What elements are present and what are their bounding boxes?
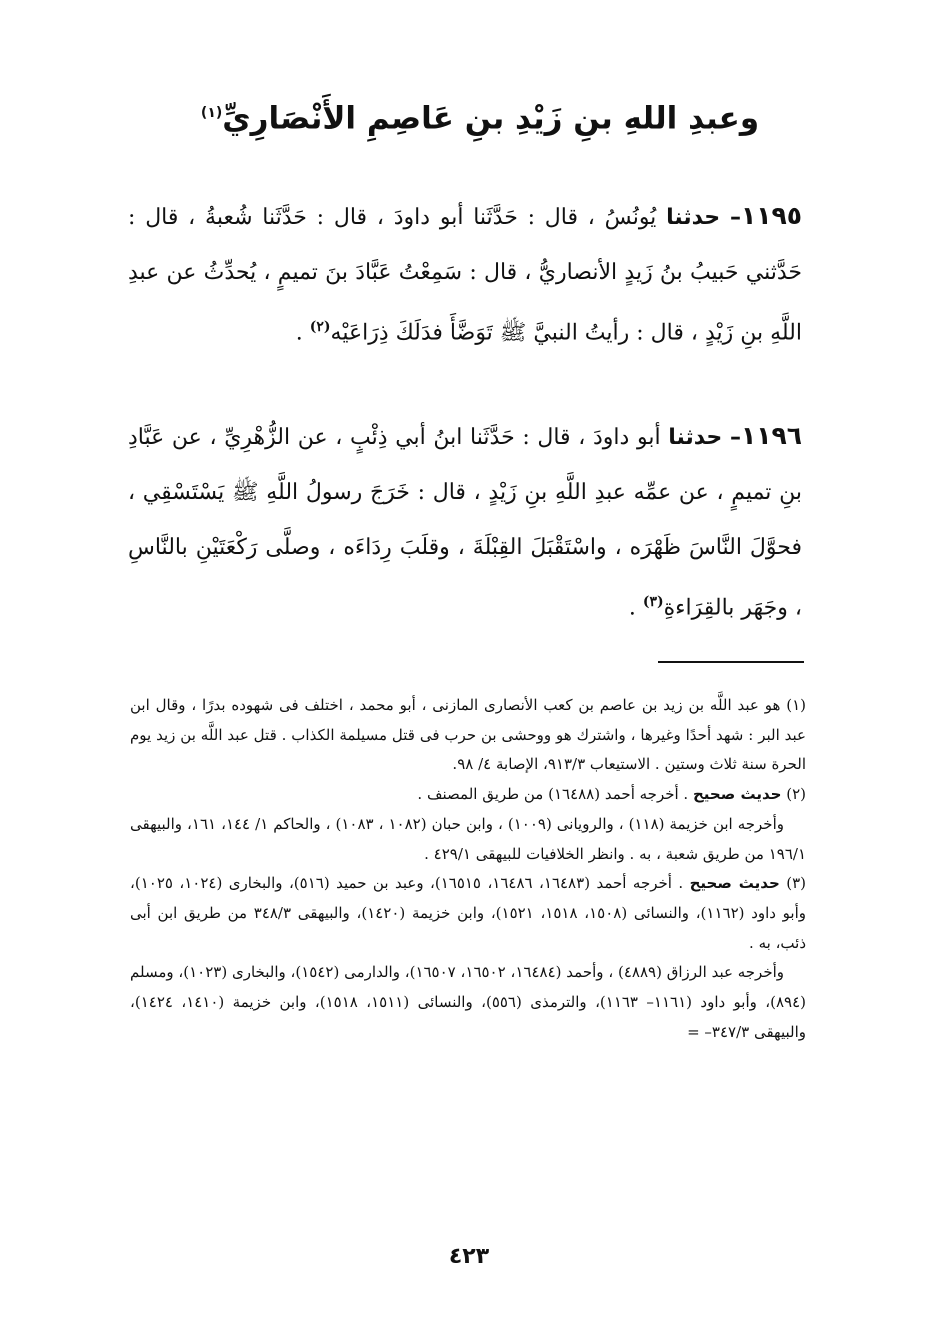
footnote-grade: حديث صحيح bbox=[692, 785, 782, 804]
hadith-text-end: . bbox=[295, 320, 310, 346]
hadith-dash: – bbox=[729, 425, 741, 450]
hadith-number: ١١٩٥ bbox=[740, 201, 802, 230]
hadith-note-ref: (٣) bbox=[642, 594, 664, 610]
hadith-1196-paragraph bbox=[128, 408, 802, 635]
footnote-3-continuation bbox=[130, 958, 806, 1047]
footnote-separator-rule bbox=[658, 661, 804, 663]
hadith-text-end: . bbox=[628, 595, 643, 621]
footnote-label: (٣) bbox=[786, 874, 806, 893]
footnote-2 bbox=[130, 780, 806, 810]
hadith-1195 bbox=[128, 188, 802, 360]
hadith-dash: – bbox=[729, 205, 741, 230]
footnote-text: وأخرجه ابن خزيمة (١١٨) ، والرويانى (١٠٠٩) ، وابن حبان (١٠٨٢ ، ١٠٨٣) ، والحاكم ١/ ١٤٤، ١٦١، والبيهقى ١٩٦/١ من طريق شعبة ، به . وانظر الخلافيات للبيهقى ٤٢٩/١ . bbox=[130, 814, 806, 863]
page-number: ٤٢٣ bbox=[448, 1244, 490, 1269]
hadith-note-ref: (٢) bbox=[309, 319, 331, 335]
chapter-title bbox=[200, 78, 760, 148]
footnote-1 bbox=[130, 691, 806, 780]
chapter-title-text: وعبدِ اللهِ بنِ زَيْدِ بنِ عَاصِمِ الأَنْصَارِيِّ bbox=[222, 100, 760, 137]
footnote-2-continuation bbox=[130, 810, 806, 869]
chapter-title-note-ref: (١) bbox=[200, 105, 223, 121]
footnote-text: . أخرجه أحمد (١٦٤٨٣، ١٦٤٨٦، ١٦٥١٥)، وعبد بن حميد (٥١٦)، والبخارى (١٠٢٤، ١٠٢٥)، وأبو داود (١١٦٢)، والنسائى (١٥٠٨، ١٥١٨، ١٥٢١)، وابن خزيمة (١٤٢٠)، والبيهقى ٣٤٨/٣ من طريق ابن أبى ذئب، به . bbox=[130, 874, 807, 952]
footnote-text: وأخرجه عبد الرزاق (٤٨٨٩) ، وأحمد (١٦٤٨٤، ١٦٥٠٢، ١٦٥٠٧)، والدارمى (١٥٤٢)، والبخارى (١٠٢٣)، ومسلم (٨٩٤)، وأبو داود (١١٦١– ١١٦٣)، والترمذى (٥٥٦)، والنسائى (١٥١١، ١٥١٨)، وابن خزيمة (١٤١٠، ١٤٢٤)، والبيهقى ٣٤٧/٣– = bbox=[130, 963, 807, 1041]
hadith-text: يُونُسُ ، قال : حَدَّثَنا أبو داودَ ، قال : حَدَّثَنا شُعبةُ ، قال : حَدَّثني حَبيبُ بنُ زَيدٍ الأنصاريُّ ، قال : سَمِعْتُ عَبَّادَ بنَ تميمٍ ، يُحدِّثُ عن عبدِ اللَّهِ بنِ زَيْدٍ ، قال : رأيتُ النبيَّ ﷺ تَوَضَّأَ فدَلَكَ ذِرَاعَيْه bbox=[128, 205, 802, 346]
hadith-lead-word: حدثنا bbox=[666, 205, 721, 230]
footnotes bbox=[130, 691, 806, 1047]
hadith-lead-word: حدثنا bbox=[668, 425, 723, 450]
footnote-text: (١) هو عبد اللَّه بن زيد بن عاصم بن كعب الأنصارى المازنى ، أبو محمد ، اختلف فى شهوده بدرًا ، وقال ابن عبد البر : شهد أحدًا وغيرها ، واشترك هو ووحشى بن حرب فى قتل مسيلمة الكذاب . قتل عبد اللَّه بن زيد يوم الحرة سنة ثلاث وستين . الاستيعاب ٩١٣/٣، الإصابة ٤/ ٩٨. bbox=[130, 696, 806, 774]
footnote-text: . أخرجه أحمد (١٦٤٨٨) من طريق المصنف . bbox=[417, 785, 689, 804]
hadith-1195-paragraph bbox=[128, 188, 802, 360]
footnote-grade: حديث صحيح bbox=[689, 874, 780, 893]
footnote-label: (٢) bbox=[786, 785, 806, 804]
hadith-1196 bbox=[128, 408, 802, 635]
hadith-number: ١١٩٦ bbox=[740, 421, 802, 450]
hadith-text: أبو داودَ ، قال : حَدَّثَنا ابنُ أبي ذِئْبٍ ، عن الزُّهْرِيِّ ، عن عَبَّادِ بنِ تميمٍ ، عن عمِّه عبدِ اللَّهِ بنِ زَيْدٍ ، قال : خَرَجَ رسولُ اللَّهِ ﷺ يَسْتَسْقِي ، فحوَّلَ النَّاسَ ظَهْرَه ، واسْتَقْبَلَ القِبْلَةَ ، وقلَبَ رِدَاءَه ، وصلَّى رَكْعَتَيْنِ بالنَّاسِ ، وجَهَر بالقِرَاءةِ bbox=[128, 425, 802, 621]
footnote-3 bbox=[130, 869, 806, 958]
